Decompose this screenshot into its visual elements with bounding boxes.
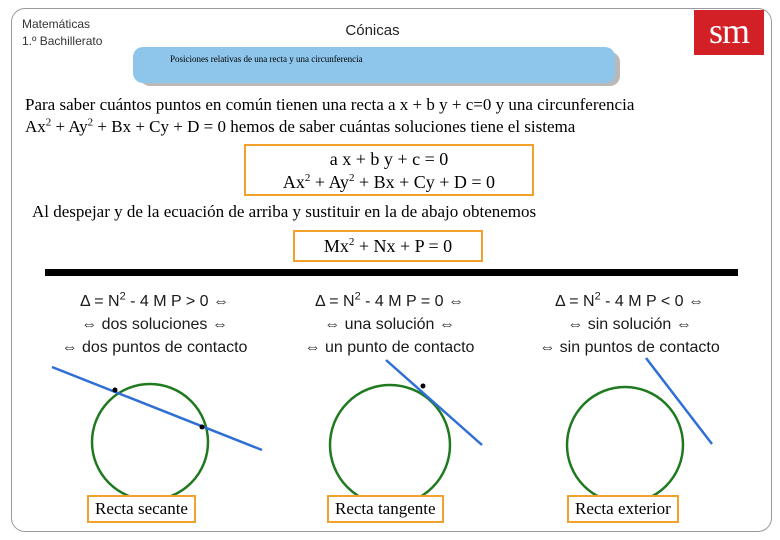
caption-tangent: Recta tangente bbox=[327, 495, 444, 523]
secant-point-2 bbox=[200, 425, 205, 430]
exterior-circle bbox=[567, 387, 683, 503]
subject-line2: 1.º Bachillerato bbox=[22, 34, 103, 48]
case-condition: $\Delta = N^2 - 4$ M P = 0 ⇔ bbox=[314, 290, 464, 310]
case-contacts: ⇔ dos puntos de contacto bbox=[61, 339, 248, 356]
banner-text: Posiciones relativas de una recta y una circunferencia bbox=[170, 54, 363, 64]
caption-exterior: Recta exterior bbox=[567, 495, 679, 523]
tangent-circle bbox=[330, 385, 450, 505]
case-solutions: ⇔ sin solución ⇔ bbox=[567, 316, 692, 333]
tangent-point bbox=[421, 384, 426, 389]
secant-point-1 bbox=[113, 388, 118, 393]
secant-circle bbox=[92, 384, 208, 500]
intro-line1: Para saber cuántos puntos en común tienen una recta a x + b y + c=0 y una circunferencia bbox=[25, 95, 635, 114]
exterior-line bbox=[646, 358, 712, 444]
system-eq1: a x + b y + c = 0 bbox=[329, 149, 449, 169]
case-solutions: ⇔ dos soluciones ⇔ bbox=[81, 316, 228, 333]
case-contacts: ⇔ un punto de contacto bbox=[304, 339, 475, 356]
substitution-text: Al despejar y de la ecuación de arriba y sustituir en la de abajo obtenemos bbox=[32, 202, 537, 221]
system-eq2: $Ax^2 + Ay^2 + Bx + Cy + D = 0$ bbox=[282, 172, 496, 192]
sm-logo: sm bbox=[694, 10, 764, 55]
secant-line bbox=[52, 367, 262, 450]
page-title: Cónicas bbox=[345, 22, 400, 39]
quadratic-equation-box: $Mx^2 + Nx + P = 0$ bbox=[293, 230, 483, 262]
tangent-line bbox=[386, 360, 482, 445]
case-condition: $\Delta = N^2 - 4$ M P < 0 ⇔ bbox=[554, 290, 704, 310]
case-condition: $\Delta = N^2 - 4$ M P > 0 ⇔ bbox=[79, 290, 229, 310]
intro-line2: $Ax^2 + Ay^2 + Bx + Cy + D = 0$ hemos de saber cuántas soluciones tiene el sistema bbox=[25, 116, 576, 136]
case-solutions: ⇔ una solución ⇔ bbox=[324, 316, 455, 333]
caption-secant: Recta secante bbox=[87, 495, 196, 523]
subject-line1: Matemáticas bbox=[22, 17, 91, 31]
case-contacts: ⇔ sin puntos de contacto bbox=[539, 339, 720, 356]
